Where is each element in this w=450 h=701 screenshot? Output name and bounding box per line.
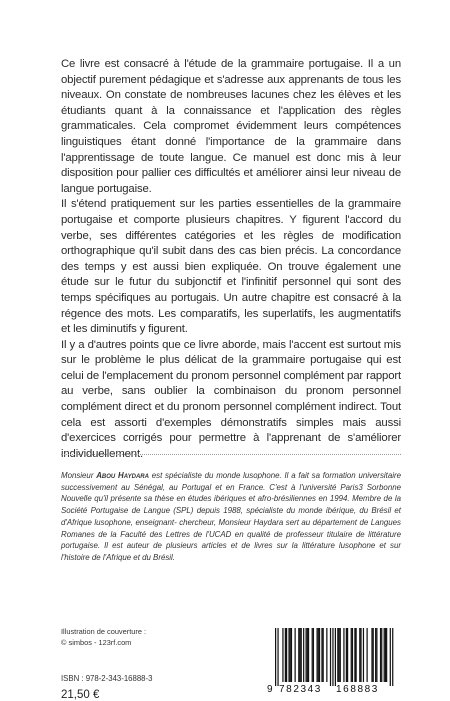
barcode-bar <box>375 628 376 682</box>
barcode-bar <box>338 628 339 682</box>
author-bio <box>61 470 401 564</box>
dotted-separator <box>61 454 401 455</box>
barcode-bar <box>356 628 357 682</box>
barcode-bar <box>346 628 347 682</box>
barcode-bar <box>343 628 344 682</box>
barcode-bar <box>351 628 352 682</box>
barcode-bar <box>373 628 374 682</box>
isbn: ISBN : 978-2-343-16888-3 <box>61 674 153 683</box>
barcode-bar <box>285 628 286 682</box>
barcode-bar <box>291 628 292 682</box>
barcode-bar <box>352 628 353 682</box>
barcode-digit-first: 9 <box>267 684 273 694</box>
barcode-bar <box>275 628 276 686</box>
barcode-bar <box>385 628 386 682</box>
barcode-bar <box>299 628 300 682</box>
barcode-bar <box>306 628 307 682</box>
barcode-bar <box>337 628 338 682</box>
credit-line-1: Illustration de couverture : <box>61 627 147 636</box>
barcode-bar <box>323 628 324 682</box>
barcode-bar <box>318 628 319 682</box>
barcode-bar <box>367 628 368 682</box>
author-name: Abou Haydara <box>96 471 149 480</box>
paragraph-1: Ce livre est consacré à l'étude de la grammaire portugaise. Il a un objectif purement pédagique et s'adresse aux apprenants de tous les niveaux. On constate de nombreuses lacunes chez les élèves et les étudiants quant à la connaissance et l'application des règles grammaticales. Cela compromet évidemment leurs compétences linguistiques étant donné l'importance de la grammaire dans l'apprentissage de toute langue. Ce manuel est donc mis à leur disposition pour pallier ces difficultés et améliorer ainsi leur niveau de langue portugaise. <box>61 58 401 195</box>
barcode-bar <box>277 628 278 686</box>
barcode-bar <box>347 628 348 682</box>
barcode-bar <box>295 628 296 682</box>
barcode-bar <box>319 628 320 682</box>
bio-prefix: Monsieur <box>61 471 97 480</box>
barcode-bar <box>390 628 391 686</box>
barcode-bar <box>312 628 313 682</box>
barcode-bar <box>288 628 289 682</box>
barcode-bar <box>316 628 317 682</box>
barcode-bar <box>301 628 302 682</box>
barcode-bar <box>308 628 309 682</box>
paragraph-2: Il s'étend pratiquement sur les parties essentielles de la grammaire portugaise et comporte plusieurs chapitres. Y figurent l'accord du verbe, ses différentes catégories et les règles de modification orthographique qu'il subit dans des cas bien précis. La concordance des temps y est aussi bien expliquée. On trouve également une étude sur le futur du subjonctif et l'infinitif personnel qui sont des temps spécifiques au portugais. Un autre chapitre est consacré à la régence des mots. Les comparatifs, les superlatifs, les augmentatifs et les diminutifs y figurent. <box>61 198 401 336</box>
barcode-bar <box>384 628 385 682</box>
barcode-bar <box>313 628 314 682</box>
paragraph-3: Il y a d'autres points que ce livre aborde, mais l'accent est surtout mis sur le problème le plus délicat de la grammaire portugaise qui est celui de l'emplacement du pronom personnel complément par rapport au verbe, sans oublier la combinaison du pronom personnel complément direct et du pronom personnel complément indirect. Tout cela est assorti d'exemples démonstratifs simples mais aussi d'exercices corrigés pour permettre à l'apprenant de s'améliorer individuellement. <box>61 338 401 460</box>
barcode-bar <box>381 628 382 682</box>
barcode-bar <box>332 628 333 686</box>
barcode-bar <box>303 628 304 682</box>
barcode-bar <box>380 628 381 682</box>
barcode-bar <box>386 628 387 682</box>
barcode-bar <box>290 628 291 682</box>
barcode-bar <box>354 628 355 682</box>
barcode-graphic <box>263 626 401 694</box>
bio-text: est spécialiste du monde lusophone. Il a fait sa formation universitaire successivement au Sénégal, au Portugal et en France. C'est à l'université Paris3 Sorbonne Nouvelle qu'il présente sa thèse en études ibériques et afro-brésiliennes en 1994. Membre de la Société Portugaise de Langue (SPL) depuis 1988, spécialiste du monde ibérique, du Brésil et d'Afrique lusophone, enseignant- chercheur, Monsieur Haydara sert au département de Langues Romanes de la Faculté des Lettres de l'UCAD en qualité de professeur titulaire de littérature portugaise. Il est auteur de plusieurs articles et de livres sur la littérature lusophone et sur l'histoire de l'Afrique et du Brésil. <box>61 471 401 562</box>
price: 21,50 € <box>61 689 100 701</box>
isbn-barcode <box>263 626 401 694</box>
back-cover-text <box>61 57 401 462</box>
barcode-bar <box>298 628 299 682</box>
barcode-bar <box>340 628 341 682</box>
barcode-bar <box>282 628 283 682</box>
barcode-bar <box>359 628 360 682</box>
barcode-bar <box>392 628 393 686</box>
barcode-bar <box>335 628 336 686</box>
barcode-digits-right: 168883 <box>336 684 379 694</box>
barcode-bar <box>321 628 322 682</box>
barcode-bar <box>330 628 331 686</box>
credit-line-2: © simbos - 123rf.com <box>61 638 132 647</box>
barcode-bar <box>360 628 361 682</box>
barcode-digits-left: 782343 <box>279 684 322 694</box>
barcode-bar <box>307 628 308 682</box>
cover-credit <box>61 626 146 648</box>
barcode-bar <box>371 628 372 682</box>
barcode-bar <box>286 628 287 682</box>
barcode-bar <box>326 628 327 682</box>
barcode-bar <box>376 628 377 682</box>
barcode-bar <box>363 628 364 682</box>
